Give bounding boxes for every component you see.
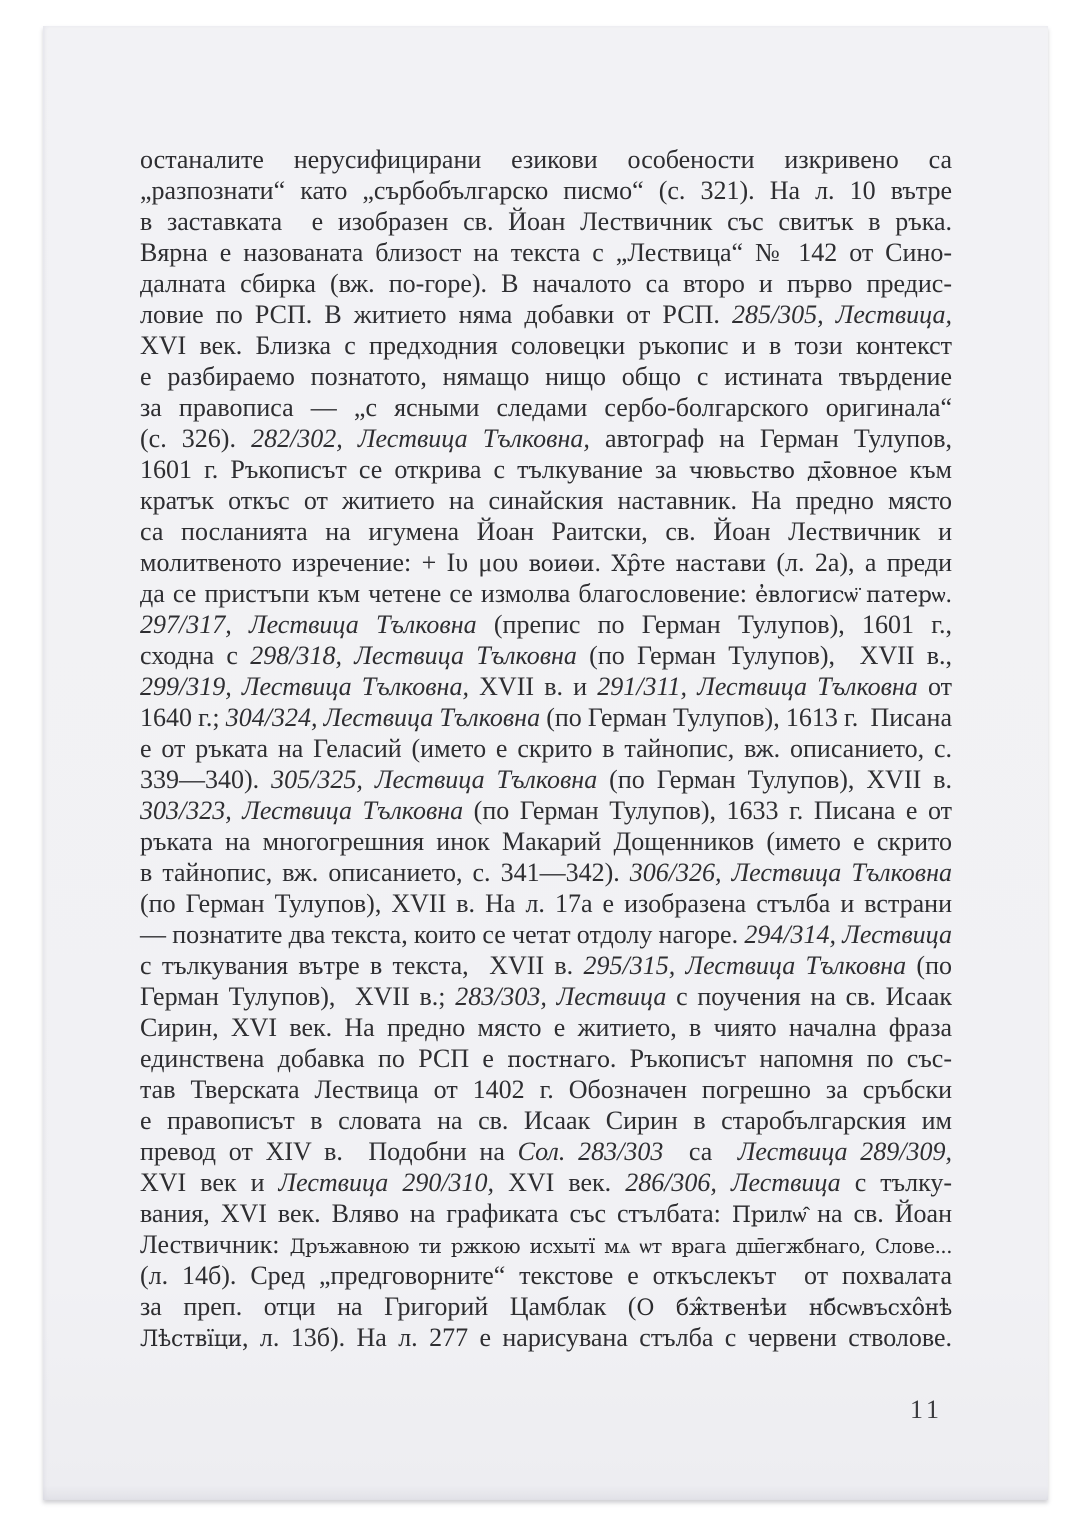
text-segment: „разпознати“ като „сърбобългарско писмо“ (с. 321). На л. 10 вътре [140, 176, 952, 205]
text-segment: Лествичник: [140, 1230, 290, 1259]
text-line [140, 795, 952, 826]
text-segment: XVI век. [494, 1168, 626, 1197]
text-line [140, 485, 952, 516]
text-segment: (с. 326). [140, 424, 252, 453]
manuscript-title-segment: 295/315, Лествица Тълковна [583, 951, 907, 980]
manuscript-title-segment: 283/303, Лествица [455, 982, 667, 1011]
text-line [140, 299, 952, 330]
text-line [140, 268, 952, 299]
text-line [140, 981, 952, 1012]
text-segment: автограф на Герман Тулупов, [589, 424, 952, 453]
church-slavonic-segment: постнаго [507, 1048, 610, 1073]
text-line [140, 1260, 952, 1291]
text-segment: 339—340). [140, 765, 272, 794]
text-segment: сходна с [140, 641, 251, 670]
text-segment: е от ръката на Геласий (името е скрито в тайнопис, вж. описанието, с. [140, 734, 952, 763]
text-segment: (л. 14б). Сред „предговорните“ текстове е откъслекът от похвалата [140, 1261, 952, 1290]
text-segment: (по Герман Тулупов), XVII в., [576, 641, 952, 670]
text-line [140, 578, 952, 609]
manuscript-title-segment: 299/319, Лествица Тълковна, [140, 672, 469, 701]
text-line [140, 516, 952, 547]
text-line [140, 609, 952, 640]
text-line [140, 733, 952, 764]
text-segment: с тълкувания вътре в текста, XVII в. [140, 951, 584, 980]
text-line [140, 1043, 952, 1074]
text-segment: на св. Йоан [806, 1199, 952, 1228]
text-line [140, 361, 952, 392]
text-segment: за правописа — „с ясными следами сербо-болгарского оригинала“ [140, 393, 952, 422]
text-line [140, 826, 952, 857]
manuscript-title-segment: 286/306, Лествица [625, 1168, 841, 1197]
text-segment: — познатите два текста, които се четат отдолу нагоре. [140, 920, 745, 949]
text-line [140, 1012, 952, 1043]
text-segment: XVI век и [140, 1168, 279, 1197]
manuscript-title-segment: 291/311, Лествица Тълковна [597, 672, 918, 701]
text-line [140, 175, 952, 206]
text-segment: да се пристъпи към четене се измолва благословение: [140, 579, 756, 608]
manuscript-title-segment: 285/305, Лествица, [731, 300, 952, 329]
manuscript-title-segment: 304/324, Лествица Тълковна [225, 703, 541, 732]
page-number: 11 [909, 1395, 943, 1424]
manuscript-title-segment: 306/326, Лествица Тълковна [629, 858, 952, 887]
text-line [140, 237, 952, 268]
text-segment: молитвеното изречение: + Iυ μου [140, 548, 529, 577]
text-segment: е правописът в словата на св. Исаак Сирин в старобългарския им [140, 1106, 952, 1135]
text-line [140, 423, 952, 454]
text-segment: с тълку- [840, 1168, 953, 1197]
text-line [140, 950, 952, 981]
text-segment: (по Герман Тулупов), XVII в. На л. 17а е изобразена стълба и встрани [140, 889, 952, 918]
manuscript-title-segment: 305/325, Лествица Тълковна [271, 765, 598, 794]
text-segment: Герман Тулупов), XVII в.; [140, 982, 456, 1011]
text-segment: ръката на многогрешния инок Макарий Дощенников (името е скрито [140, 827, 952, 856]
text-segment: превод от XIV в. Подобни на [140, 1137, 518, 1166]
manuscript-title-segment: Лествица 289/309, [737, 1137, 953, 1166]
text-segment: (препис по Герман Тулупов), 1601 г., [476, 610, 952, 639]
text-line [140, 454, 952, 485]
text-segment: в тайнопис, вж. описанието, с. 341—342). [140, 858, 630, 887]
text-line [140, 764, 952, 795]
text-line [140, 1074, 952, 1105]
church-slavonic-segment: чювьство дх̄овное [688, 459, 898, 484]
text-segment: е разбираемо познатото, нямащо нищо общо с истината твърдение [140, 362, 952, 391]
book-page [43, 26, 1048, 1500]
text-segment: XVI век. Близка с предходния соловецки ръкопис и в този контекст [140, 331, 952, 360]
manuscript-title-segment: 282/302, Лествица Тълковна, [251, 424, 590, 453]
text-segment: (по [906, 951, 952, 980]
text-line [140, 547, 952, 578]
text-line [140, 1167, 952, 1198]
text-line [140, 1322, 952, 1353]
text-segment: . Ръкописът напомня по със- [609, 1044, 952, 1073]
church-slavonic-segment: Прилѡ̂ [731, 1203, 807, 1228]
text-segment: Вярна е назованата близост на текста с „Лествица“ № 142 от Сино- [140, 238, 952, 267]
text-segment: кратък откъс от житието на синайския наставник. На предно място [140, 486, 952, 515]
text-segment: с поучения на св. Исаак [666, 982, 953, 1011]
text-line [140, 671, 952, 702]
text-segment: са [663, 1137, 738, 1166]
text-line [140, 1229, 952, 1260]
manuscript-title-segment: 297/317, Лествица Тълковна [140, 610, 477, 639]
text-segment: Сирин, XVI век. На предно място е житието, в чиято начална фраза [140, 1013, 952, 1042]
church-slavonic-segment: Лѣствїци [140, 1327, 242, 1352]
manuscript-title-segment: 298/318, Лествица Тълковна [250, 641, 577, 670]
text-segment: (л. 2а), а преди [766, 548, 952, 577]
church-slavonic-segment: е̓влогисѡ̈ патерѡ. [755, 583, 952, 608]
text-segment: , л. 13б). На л. 277 е нарисувана стълба с червени стволове. [241, 1323, 952, 1352]
text-segment: 1601 г. Ръкописът се открива с тълкувание за [140, 455, 689, 484]
text-segment: единствена добавка по РСП е [140, 1044, 508, 1073]
text-line [140, 1198, 952, 1229]
text-segment: вания, XVI век. Вляво на графиката със стълбата: [140, 1199, 732, 1228]
text-segment: 1640 г.; [140, 703, 226, 732]
text-line [140, 144, 952, 175]
church-slavonic-segment: Дръжавною ти ржкою исхытї мѧ ѡт врага дш̄егжбнаго, Слове... [289, 1235, 952, 1258]
text-line [140, 640, 952, 671]
text-line [140, 857, 952, 888]
manuscript-title-segment: Сол. 283/303 [517, 1137, 664, 1166]
manuscript-title-segment: Лествица 290/310, [278, 1168, 495, 1197]
text-segment: за преп. отци на Григорий Цамблак ( [140, 1292, 637, 1321]
text-segment: към [897, 455, 952, 484]
text-segment: са посланията на игумена Йоан Раитски, св. Йоан Лествичник и [140, 517, 952, 546]
text-segment: ловие по РСП. В житието няма добавки от РСП. [140, 300, 732, 329]
text-line [140, 919, 952, 950]
text-line [140, 888, 952, 919]
manuscript-title-segment: 294/314, Лествица [744, 920, 952, 949]
text-segment: останалите нерусифицирани езикови особености изкривено са [140, 145, 952, 174]
text-segment: (по Герман Тулупов), 1613 г. Писана [540, 703, 952, 732]
text-segment: (по Герман Тулупов), 1633 г. Писана е от [463, 796, 952, 825]
text-line [140, 330, 952, 361]
text-segment: (по Герман Тулупов), XVII в. [597, 765, 952, 794]
text-segment: далната сбирка (вж. по-горе). В началото са второ и първо предис- [140, 269, 952, 298]
text-segment: в заставката е изобразен св. Йоан Лествичник със свитък в ръка. [140, 207, 952, 236]
text-segment: тав Тверската Лествица от 1402 г. Обозначен погрешно за сръбски [140, 1075, 952, 1104]
manuscript-title-segment: 303/323, Лествица Тълковна [140, 796, 464, 825]
text-segment: XVII в. и [468, 672, 598, 701]
text-line [140, 206, 952, 237]
text-line [140, 1291, 952, 1322]
church-slavonic-segment: воиѳи. Хр̑те настави [528, 552, 767, 577]
text-line [140, 1105, 952, 1136]
text-line [140, 1136, 952, 1167]
body-text [140, 144, 952, 1353]
text-line [140, 702, 952, 733]
text-line [140, 392, 952, 423]
church-slavonic-segment: О бж̂твенѣи нб̄сѡвъсхо̂нѣ [636, 1296, 952, 1321]
text-segment: от [917, 672, 952, 701]
